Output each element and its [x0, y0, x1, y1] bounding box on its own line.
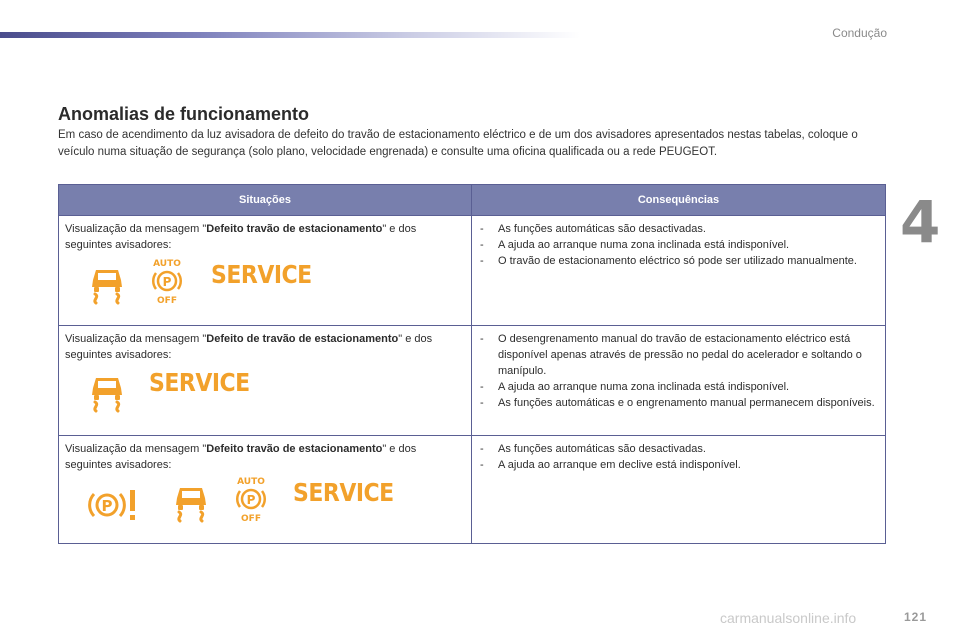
list-item: - O desengrenamento manual do travão de estacionamento eléctrico está disponível apenas através de pressão no pedal do acelerador e soltando o manípulo.	[478, 331, 879, 379]
section-intro: Em caso de acendimento da luz avisadora de defeito do travão de estacionamento eléctrico e de um dos avisadores apresentados nestas tabelas, coloque o veículo numa situação de segurança (solo plano, velocidade engrenada) e consulte uma oficina qualificada ou a rede PEUGEOT.	[58, 129, 858, 158]
list-item: - A ajuda ao arranque numa zona inclinada está indisponível.	[478, 237, 879, 253]
section-title: Anomalias de funcionamento	[58, 104, 310, 124]
consequence-list	[478, 331, 879, 411]
situation-suffix: " e dos seguintes avisadores:	[65, 333, 433, 361]
consequence-cell	[472, 436, 886, 544]
auto-p-off-icon	[233, 475, 269, 523]
header-gradient-bar	[0, 32, 580, 38]
header-situations: Situações	[59, 185, 472, 216]
service-icon: SERVICE	[149, 369, 250, 398]
situation-text	[65, 221, 465, 253]
situation-suffix: " e dos seguintes avisadores:	[65, 223, 417, 251]
list-item: - A ajuda ao arranque numa zona inclinada está indisponível.	[478, 379, 879, 395]
svg-text:P: P	[246, 493, 256, 507]
table-row	[59, 216, 886, 326]
situation-message: Defeito travão de estacionamento	[206, 443, 383, 455]
situation-message: Defeito de travão de estacionamento	[206, 333, 399, 345]
situation-cell	[59, 436, 472, 544]
chapter-title: Condução	[832, 26, 887, 40]
anomalies-table	[58, 184, 886, 544]
warning-icons	[65, 363, 465, 418]
service-icon: SERVICE	[211, 261, 312, 290]
consequence-cell	[472, 216, 886, 326]
situation-message: Defeito travão de estacionamento	[206, 223, 383, 235]
situation-prefix: Visualização da mensagem "	[65, 333, 207, 345]
consequence-cell	[472, 326, 886, 436]
skid-warning-icon	[87, 265, 127, 305]
table-row	[59, 326, 886, 436]
situation-suffix: " e dos seguintes avisadores:	[65, 443, 417, 471]
auto-p-off-icon	[149, 257, 185, 305]
header-consequences: Consequências	[472, 185, 886, 216]
warning-icons	[65, 473, 465, 528]
consequence-list	[478, 441, 879, 473]
list-item: - As funções automáticas e o engrenamento manual permanecem disponíveis.	[478, 395, 879, 411]
svg-text:P: P	[101, 497, 113, 515]
svg-text:OFF: OFF	[241, 514, 261, 523]
table-header-row	[59, 185, 886, 216]
situation-text	[65, 441, 465, 473]
situation-cell	[59, 216, 472, 326]
situation-text	[65, 331, 465, 363]
chapter-number: 4	[900, 188, 941, 256]
list-item: - O travão de estacionamento eléctrico só pode ser utilizado manualmente.	[478, 253, 879, 269]
warning-icons	[65, 253, 465, 308]
situation-cell	[59, 326, 472, 436]
watermark: carmanualsonline.info	[720, 610, 857, 626]
list-item: - As funções automáticas são desactivadas.	[478, 441, 879, 457]
parking-brake-fault-icon	[87, 485, 139, 525]
svg-text:AUTO: AUTO	[237, 477, 265, 487]
svg-text:P: P	[162, 275, 172, 289]
consequence-list	[478, 221, 879, 269]
situation-prefix: Visualização da mensagem "	[65, 443, 207, 455]
situation-prefix: Visualização da mensagem "	[65, 223, 207, 235]
table-row	[59, 436, 886, 544]
service-icon: SERVICE	[293, 479, 394, 508]
list-item: - A ajuda ao arranque em declive está indisponível.	[478, 457, 879, 473]
svg-text:AUTO: AUTO	[153, 259, 181, 269]
svg-text:OFF: OFF	[157, 296, 177, 305]
skid-warning-icon	[171, 483, 211, 523]
page-number: 121	[904, 610, 928, 624]
list-item: - As funções automáticas são desactivadas.	[478, 221, 879, 237]
skid-warning-icon	[87, 373, 127, 413]
